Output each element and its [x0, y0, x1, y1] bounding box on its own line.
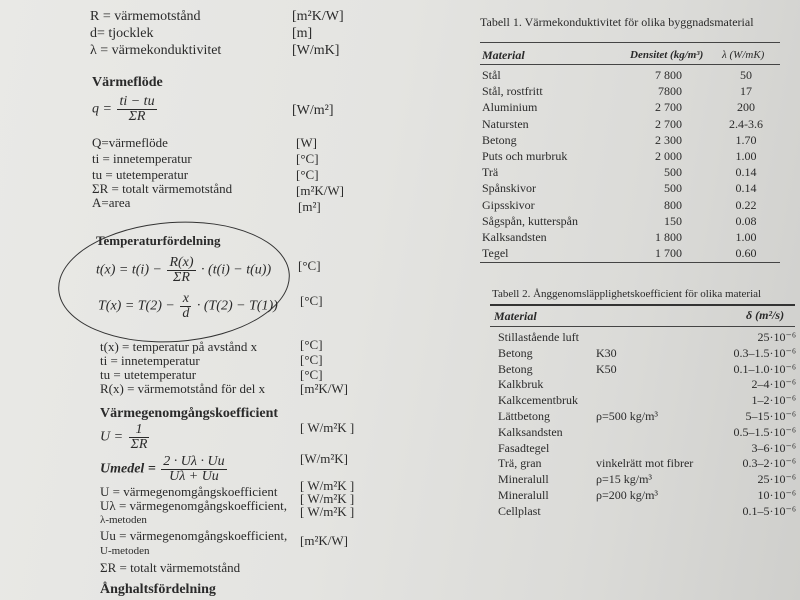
formula-fraction — [129, 423, 150, 452]
def-text: U = värmegenomgångskoefficient — [100, 484, 278, 499]
def-text: ΣR = totalt värmemotstånd — [100, 560, 241, 575]
table-cell-value: 1.00 — [735, 230, 757, 244]
table-cell-value: 1.00 — [735, 149, 757, 163]
table-cell-material: Kalksandsten — [482, 230, 547, 244]
fraction-numerator: R(x) — [169, 255, 194, 270]
table-cell-material: Betong — [498, 345, 533, 360]
formula-unit: [°C] — [300, 293, 323, 308]
table-cell-note: vinkelrätt mot fibrer — [596, 456, 694, 471]
table-cell-value: 0.1–1.0·10⁻⁶ — [733, 361, 796, 376]
fraction-denominator: Uλ + Uu — [169, 469, 219, 484]
def-text: λ = värmekonduktivitet — [90, 43, 222, 58]
def-unit: [m²K/W] — [292, 9, 344, 24]
def-text: t(x) = temperatur på avstånd x — [100, 339, 258, 354]
table-cell-material: Stål, rostfritt — [482, 84, 543, 99]
table-cell-material: Sågspån, kutterspån — [482, 213, 578, 228]
temperature-formula-2 — [98, 292, 278, 321]
table-cell-material: Gipsskivor — [482, 197, 535, 212]
table-cell-value: 25·10⁻⁶ — [757, 330, 796, 344]
def-text: ti = innetemperatur — [92, 151, 192, 166]
table-cell-value: 0.60 — [735, 246, 757, 261]
table-cell-value: 800 — [664, 197, 682, 212]
table-cell-material: Natursten — [482, 116, 529, 131]
def-unit: [ W/m²K ] — [300, 478, 355, 493]
fraction-numerator: 2 · Uλ · Uu — [163, 454, 225, 469]
table-rule — [490, 304, 795, 306]
def-text: Uλ = värmegenomgångskoefficient, — [100, 498, 288, 513]
def-unit: [m²K/W] — [300, 533, 348, 548]
table-cell-value: 0.3–1.5·10⁻⁶ — [733, 345, 796, 360]
table-cell-value: 500 — [664, 165, 682, 180]
fraction-numerator: x — [180, 292, 191, 307]
table-cell-value: 500 — [664, 181, 682, 196]
def-text: tu = utetemperatur — [92, 167, 189, 182]
def-unit: [ W/m²K ] — [300, 491, 355, 506]
def-text: Q=värmeflöde — [92, 135, 168, 150]
table-cell-value: 150 — [664, 213, 682, 228]
table-caption: Tabell 2. Ånggenomsläpplighetskoefficient för olika material — [492, 288, 762, 300]
def-text: ΣR = totalt värmemotstånd — [92, 181, 233, 196]
table-cell-value: 10·10⁻⁶ — [757, 488, 796, 502]
table-cell-value: 0.3–2·10⁻⁶ — [742, 456, 796, 471]
table-cell-value: 2 300 — [655, 132, 682, 147]
table-cell-value: 200 — [737, 100, 755, 115]
fraction-numerator: ti − tu — [119, 94, 155, 109]
table-cell-value: 0.14 — [735, 181, 757, 196]
table-cell-material: Fasadtegel — [498, 440, 550, 455]
table-cell-value: 2 000 — [655, 149, 682, 163]
table-cell-value: 1.70 — [735, 132, 757, 147]
table-cell-material: Stillastående luft — [498, 330, 579, 344]
def-text: λ-metoden — [100, 514, 147, 526]
def-unit: [°C] — [296, 167, 319, 182]
formula-fraction — [180, 292, 191, 321]
def-unit: [W/mK] — [292, 43, 340, 58]
table-cell-value: 7 800 — [655, 68, 682, 82]
table-cell-note: K50 — [596, 361, 617, 376]
def-text: d= tjocklek — [90, 26, 154, 41]
table-cell-material: Trä, gran — [498, 456, 542, 471]
table-cell-value: 2 700 — [655, 100, 682, 115]
formula-lhs: q = — [92, 101, 112, 117]
table-cell-value: 17 — [740, 84, 752, 99]
table-cell-material: Betong — [498, 361, 533, 376]
def-text: Uu = värmegenomgångskoefficient, — [100, 528, 288, 543]
table-cell-material: Kalkbruk — [498, 377, 544, 392]
def-unit: [°C] — [296, 151, 319, 166]
def-unit: [m²K/W] — [300, 381, 348, 396]
formula-unit: [°C] — [298, 258, 321, 273]
table-cell-value: 0.1–5·10⁻⁶ — [742, 503, 796, 518]
table-cell-value: 25·10⁻⁶ — [757, 472, 796, 487]
def-unit: [°C] — [300, 352, 323, 367]
section-heading: Ånghaltsfördelning — [100, 582, 216, 597]
formula-rhs: · (t(i) − t(u)) — [201, 262, 272, 278]
table-cell-value: 2.4-3.6 — [729, 116, 763, 131]
table-cell-material: Lättbetong — [498, 409, 550, 423]
table-header: Material — [482, 48, 525, 62]
formula-lhs: t(x) = t(i) − — [96, 262, 162, 278]
temperature-formula-1 — [96, 256, 271, 285]
fraction-denominator: ΣR — [128, 109, 146, 124]
table-cell-note: K30 — [596, 345, 617, 360]
formula-lhs: Umedel = — [100, 461, 156, 477]
def-text: ti = innetemperatur — [100, 353, 200, 368]
table-cell-material: Tegel — [482, 246, 509, 261]
table-cell-value: 2–4·10⁻⁶ — [751, 377, 796, 392]
table-cell-material: Aluminium — [482, 100, 538, 115]
table-rule — [480, 42, 780, 43]
def-text: U-metoden — [100, 545, 150, 557]
def-text: R = värmemotstånd — [90, 9, 201, 24]
table-cell-material: Kalksandsten — [498, 424, 563, 439]
table-cell-value: 1 700 — [655, 246, 682, 261]
table-cell-value: 2 700 — [655, 116, 682, 131]
formula-unit: [W/m²K] — [300, 451, 348, 466]
table-cell-value: 0.22 — [735, 197, 757, 212]
table-cell-value: 0.5–1.5·10⁻⁶ — [733, 424, 796, 439]
table-header: λ (W/mK) — [722, 49, 765, 61]
fraction-numerator: 1 — [129, 423, 150, 438]
def-unit: [m²K/W] — [296, 183, 344, 198]
heat-flow-formula — [92, 95, 159, 124]
formula-fraction — [117, 95, 156, 124]
u-mean-formula — [100, 455, 229, 484]
def-unit: [°C] — [300, 367, 323, 382]
fraction-denominator: d — [182, 306, 190, 321]
u-formula — [100, 423, 151, 452]
table-header: Densitet (kg/m³) — [630, 49, 704, 61]
table-cell-value: 7800 — [658, 84, 682, 99]
table-header: Material — [494, 309, 537, 323]
def-unit: [°C] — [300, 337, 323, 352]
table-cell-material: Puts och murbruk — [482, 149, 568, 163]
table-cell-note: ρ=200 kg/m³ — [596, 488, 659, 502]
def-text: R(x) = värmemotstånd för del x — [100, 381, 266, 396]
fraction-denominator: ΣR — [173, 270, 190, 285]
formula-fraction — [161, 455, 226, 484]
section-heading: Värmeflöde — [92, 75, 163, 90]
def-unit: [ W/m²K ] — [300, 504, 355, 519]
table-cell-note: ρ=500 kg/m³ — [596, 409, 659, 423]
section-heading: Värmegenomgångskoefficient — [100, 406, 279, 421]
table-cell-value: 1–2·10⁻⁶ — [751, 393, 796, 408]
table-cell-material: Trä — [482, 165, 499, 180]
table-rule — [480, 64, 780, 65]
table-cell-material: Mineralull — [498, 488, 549, 502]
table-cell-value: 50 — [740, 68, 752, 82]
table-cell-value: 3–6·10⁻⁶ — [751, 440, 796, 455]
formula-lhs: T(x) = T(2) − — [98, 298, 175, 314]
table-cell-material: Stål — [482, 68, 501, 82]
table-cell-material: Spånskivor — [482, 181, 536, 196]
def-unit: [m] — [292, 26, 313, 41]
section-heading: Temperaturfördelning — [96, 233, 221, 248]
formula-unit: [ W/m²K ] — [300, 420, 355, 435]
table-header: δ (m²/s) — [746, 308, 785, 322]
def-unit: [m²] — [298, 199, 321, 214]
table-cell-value: 1 800 — [655, 230, 682, 244]
formula-rhs: · (T(2) − T(1)) — [196, 298, 278, 314]
table-cell-material: Mineralull — [498, 472, 549, 487]
formula-unit: [W/m²] — [292, 103, 334, 118]
table-caption: Tabell 1. Värmekonduktivitet för olika byggnadsmaterial — [480, 15, 754, 29]
table-cell-value: 0.14 — [735, 165, 757, 180]
fraction-denominator: ΣR — [130, 437, 148, 452]
table-rule — [490, 326, 795, 327]
formula-lhs: U = — [100, 429, 124, 445]
table-cell-value: 5–15·10⁻⁶ — [745, 409, 796, 423]
table-rule — [480, 262, 780, 263]
formula-fraction — [167, 256, 195, 285]
def-text: A=area — [92, 195, 131, 210]
table-cell-material: Betong — [482, 132, 517, 147]
table-cell-value: 0.08 — [735, 213, 757, 228]
table-cell-material: Cellplast — [498, 503, 541, 518]
def-unit: [W] — [296, 135, 317, 150]
table-cell-note: ρ=15 kg/m³ — [596, 472, 653, 487]
table-cell-material: Kalkcementbruk — [498, 393, 578, 408]
def-text: tu = utetemperatur — [100, 367, 197, 382]
